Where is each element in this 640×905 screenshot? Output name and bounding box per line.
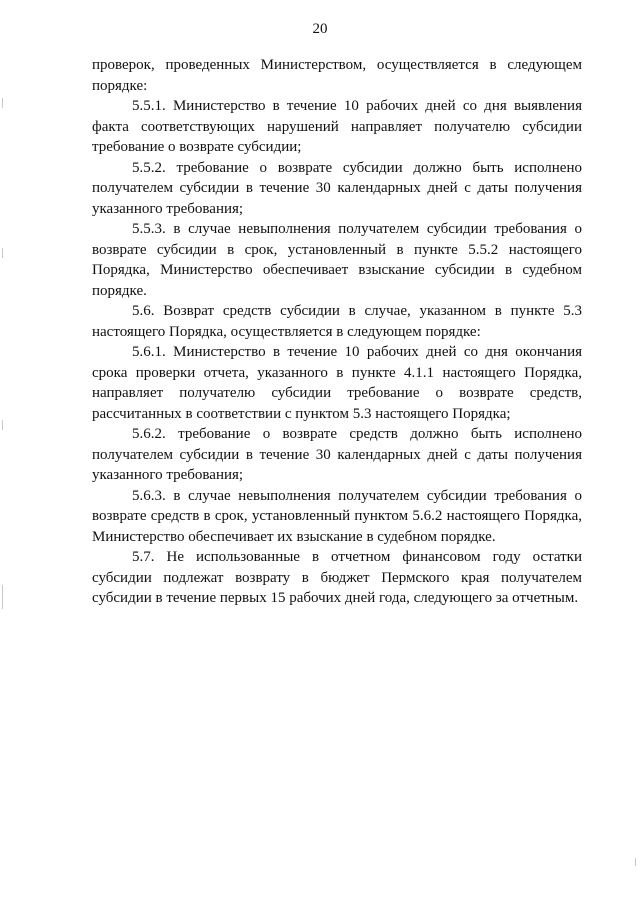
scan-edge-mark	[2, 420, 3, 430]
scan-edge-mark	[635, 858, 636, 866]
scan-edge-mark	[2, 248, 3, 258]
document-body	[92, 55, 582, 609]
paragraph-5-6-1: 5.6.1. Министерство в течение 10 рабочих дней со дня окончания срока проверки отчета, указанного в пункте 4.1.1 настоящего Порядка, направляет получателю субсидии требование о возврате средств, рассчитанных в соответствии с пунктом 5.3 настоящего Порядка;	[92, 344, 582, 422]
paragraph-5-5-3: 5.5.3. в случае невыполнения получателем субсидии требования о возврате субсидии в срок, установленный в пункте 5.5.2 настоящего Порядка, Министерство обеспечивает взыскание субсидии в судебном порядке.	[92, 221, 582, 299]
paragraph-5-7: 5.7. Не использованные в отчетном финансовом году остатки субсидии подлежат возврату в бюджет Пермского края получателем субсидии в течение первых 15 рабочих дней года, следующего за отчетным.	[92, 549, 582, 606]
paragraph-5-6: 5.6. Возврат средств субсидии в случае, указанном в пункте 5.3 настоящего Порядка, осуществляется в следующем порядке:	[92, 303, 582, 340]
paragraph-5-5-1: 5.5.1. Министерство в течение 10 рабочих дней со дня выявления факта соответствующих нарушений направляет получателю субсидии требование о возврате субсидии;	[92, 98, 582, 155]
paragraph-5-6-3: 5.6.3. в случае невыполнения получателем субсидии требования о возврате средств в срок, установленный пунктом 5.6.2 настоящего Порядка, Министерство обеспечивает их взыскание в судебном порядке.	[92, 487, 582, 545]
paragraph-5-5-2: 5.5.2. требование о возврате субсидии должно быть исполнено получателем субсидии в течение 30 календарных дней с даты получения указанного требования;	[92, 159, 582, 217]
paragraph-continuation: проверок, проведенных Министерством, осуществляется в следующем порядке:	[92, 57, 582, 94]
page-number: 20	[312, 21, 328, 37]
scan-edge-mark	[2, 585, 3, 609]
paragraph-5-6-2: 5.6.2. требование о возврате средств должно быть исполнено получателем субсидии в течение 30 календарных дней с даты получения указанного требования;	[92, 426, 582, 483]
scan-edge-mark	[2, 98, 3, 108]
